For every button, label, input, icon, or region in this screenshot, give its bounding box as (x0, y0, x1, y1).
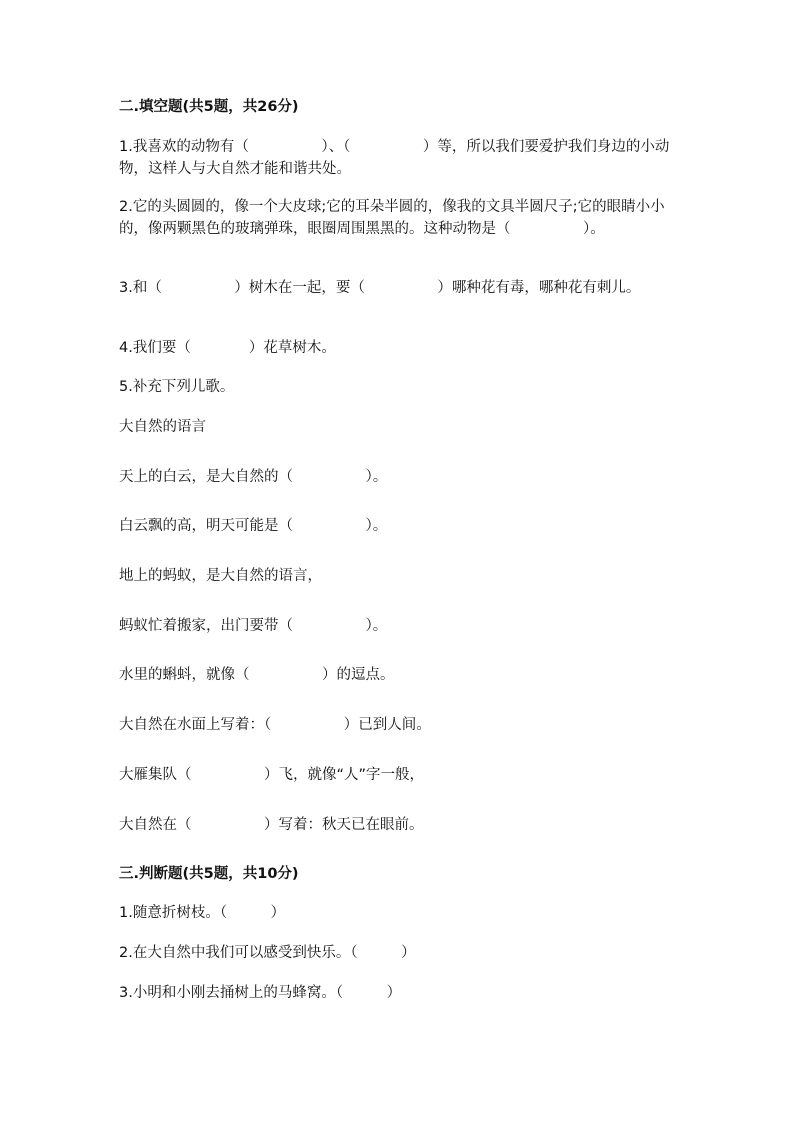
poem-line: 水里的蝌蚪，就像（ ）的逗点。 (119, 667, 395, 683)
poem-line: 大雁集队（ ）飞，就像“人”字一般， (119, 767, 425, 783)
question-3: 3.和（ ）树木在一起，要（ ）哪种花有毒，哪种花有刺儿。 (119, 280, 641, 296)
judgement-item: 2.在大自然中我们可以感受到快乐。（ ） (119, 945, 416, 961)
poem-line: 地上的蚂蚁，是大自然的语言， (119, 568, 322, 584)
section-heading-fill-in: 二.填空题(共5题，共26分) (119, 99, 299, 115)
poem-line: 大自然在水面上写着：（ ）已到人间。 (119, 717, 431, 733)
poem-line: 天上的白云，是大自然的（ ）。 (119, 469, 388, 485)
question-5: 5.补充下列儿歌。 (119, 379, 235, 395)
question-1: 1.我喜欢的动物有（ ）、（ ）等，所以我们要爱护我们身边的小动物，这样人与大自然才能和谐共处。 (119, 139, 670, 177)
question-4: 4.我们要（ ）花草树木。 (119, 340, 336, 356)
poem-line: 大自然在（ ）写着：秋天已在眼前。 (119, 817, 424, 833)
section-heading-true-false: 三.判断题(共5题，共10分) (119, 866, 299, 882)
poem-title: 大自然的语言 (119, 419, 206, 435)
judgement-item: 3.小明和小刚去捅树上的马蜂窝。（ ） (119, 985, 402, 1001)
question-2: 2.它的头圆圆的，像一个大皮球;它的耳朵半圆的，像我的文具半圆尺子;它的眼睛小小的，像两颗黑色的玻璃弹珠，眼圈周围黑黑的。这种动物是（ ）。 (119, 199, 665, 237)
poem-line: 白云飘的高，明天可能是（ ）。 (119, 518, 388, 534)
judgement-item: 1.随意折树枝。（ ） (119, 905, 286, 921)
poem-line: 蚂蚁忙着搬家，出门要带（ ）。 (119, 618, 388, 634)
